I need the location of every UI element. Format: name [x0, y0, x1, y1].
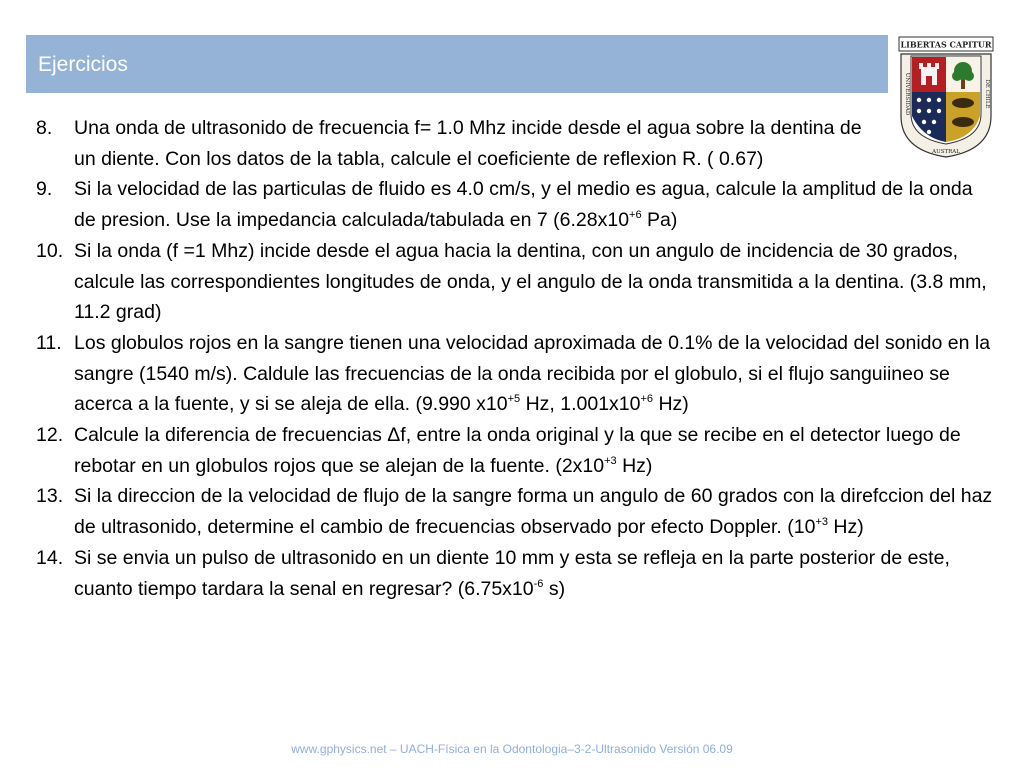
exercise-number: 9. — [36, 178, 53, 201]
exercise-text: Si la velocidad de las particulas de fluido es 4.0 cm/s, y el medio es agua, calcule la amplitud de la onda de presion. Use la impedancia calculada/tabulada en 7 ($6.28x10^{+6}$ Pa) — [74, 178, 973, 232]
exercise-item-11 — [36, 328, 996, 420]
exercise-item-12 — [36, 420, 996, 481]
svg-text:LIBERTAS CAPITUR: LIBERTAS CAPITUR — [900, 39, 992, 50]
exercise-item-13 — [36, 481, 996, 542]
svg-text:UNIVERSIDAD: UNIVERSIDAD — [904, 72, 910, 116]
title-bar — [26, 35, 888, 93]
slide-title: Ejercicios — [38, 53, 128, 76]
exercise-item-10 — [36, 236, 996, 328]
exercise-text: Si se envia un pulso de ultrasonido en un diente 10 mm y esta se refleja en la parte posterior de este, cuanto tiempo tardara la senal en regresar? ($6.75x10^{-6}$ s) — [74, 546, 950, 600]
svg-text:DE CHILE: DE CHILE — [984, 79, 990, 109]
exercise-text: Si la direccion de la velocidad de flujo de la sangre forma un angulo de 60 grados con la direfccion del haz de ultrasonido, determine el cambio de frecuencias observado por efecto Doppler. ($10^{+3}$ Hz) — [74, 485, 993, 539]
exercise-item-9 — [36, 174, 996, 235]
footer-text: www.gphysics.net – UACH-Física en la Odontologia–3-2-Ultrasonido Versión 06.09 — [291, 742, 733, 756]
exercise-text: Si la onda (f =1 Mhz) incide desde el agua hacia la dentina, con un angulo de incidencia de 30 grados, calcule las correspondientes longitudes de onda, y el angulo de la onda transmitida a la dentina. (3.8 mm, 11.2 grad) — [74, 239, 987, 324]
exercise-number: 8. — [36, 117, 53, 139]
exercise-text: Calcule la diferencia de frecuencias Δf, entre la onda original y la que se recibe en el detector luego de rebotar en un globulos rojos que se alejan de la fuente. ($2x10^{+3}$ Hz) — [74, 424, 961, 477]
exercise-item-8 — [36, 113, 996, 174]
exercise-number: 10. — [36, 239, 64, 262]
svg-text:AUSTRAL: AUSTRAL — [932, 149, 960, 155]
exercise-number: 11. — [36, 331, 62, 354]
exercise-text: Una onda de ultrasonido de frecuencia f= 1.0 Mhz incide desde el agua sobre la dentina de un diente. Con los datos de la tabla, calcule el coeficiente de reflexion R. ( 0.67) — [74, 117, 862, 170]
exercise-text: Los globulos rojos en la sangre tienen una velocidad aproximada de 0.1% de la velocidad del sonido en la sangre (1540 m/s). Caldule las frecuencias de la onda recibida por el globulo, si el flujo sanguiineo se acerca a la fuente, y si se aleja de ella. (9.990 $x10^{+5}$ Hz, $1.001x10^{+6}$ Hz) — [74, 331, 991, 416]
exercise-number: 14. — [36, 546, 64, 569]
exercise-item-14 — [36, 543, 996, 604]
exercise-list — [36, 113, 996, 604]
exercise-number: 12. — [36, 424, 64, 447]
exercise-number: 13. — [36, 485, 64, 508]
